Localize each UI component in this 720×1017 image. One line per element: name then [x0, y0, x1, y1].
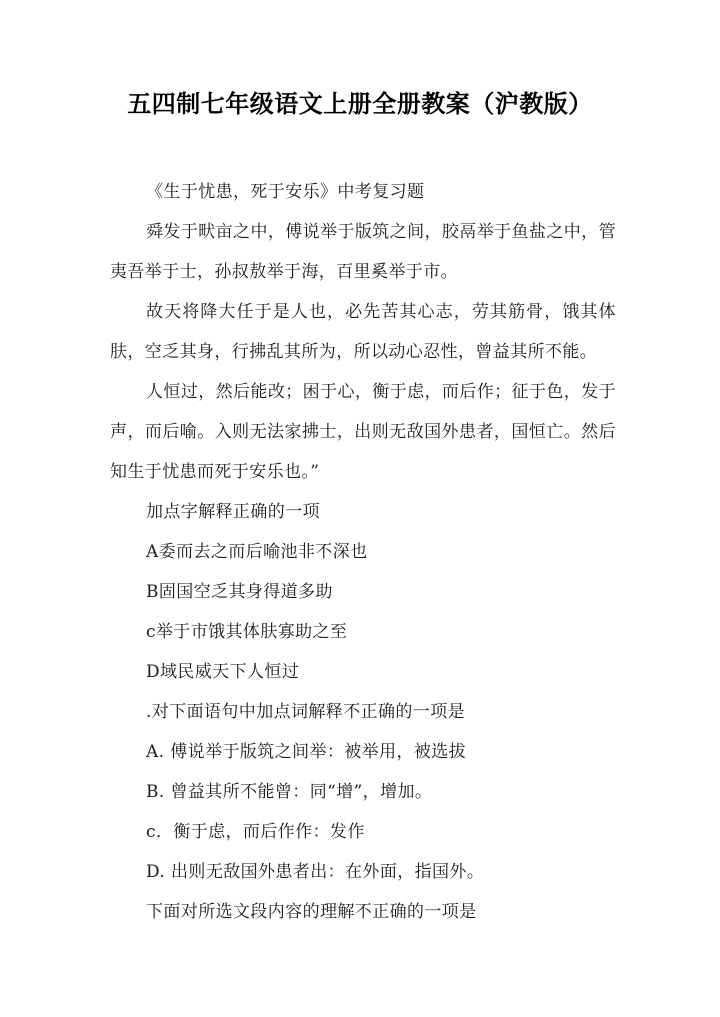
paragraph: 故天将降大任于是人也，必先苦其心志，劳其筋骨，饿其体肤，空乏其身，行拂乱其所为，所以动心忍性，曾益其所不能。 — [110, 302, 616, 362]
paragraph: .对下面语句中加点词解释不正确的一项是 — [146, 702, 466, 722]
paragraph: 人恒过，然后能改；困于心，衡于虑，而后作；征于色，发于声，而后喻。入则无法家拂士，出则无敌国外患者，国恒亡。然后知生于忧患而死于安乐也。” — [110, 382, 616, 482]
document-body — [110, 172, 616, 932]
paragraph: D. 出则无敌国外患者出：在外面，指国外。 — [146, 862, 485, 882]
paragraph: c．衡于虑，而后作作：发作 — [146, 822, 365, 842]
paragraph: c举于市饿其体肤寡助之至 — [146, 622, 348, 642]
paragraph: B. 曾益其所不能曾：同“增”，增加。 — [146, 782, 433, 802]
page-title: 五四制七年级语文上册全册教案（沪教版） — [127, 90, 593, 118]
paragraph: 加点字解释正确的一项 — [146, 502, 320, 522]
paragraph: A委而去之而后喻池非不深也 — [146, 542, 368, 562]
paragraph: 《生于忧患，死于安乐》中考复习题 — [146, 182, 425, 202]
paragraph: A. 傅说举于版筑之间举：被举用，被选拔 — [146, 742, 467, 762]
paragraph: 下面对所选文段内容的理解不正确的一项是 — [146, 902, 477, 922]
paragraph: D域民威天下人恒过 — [146, 662, 300, 682]
paragraph: B固国空乏其身得道多助 — [146, 582, 333, 602]
paragraph: 舜发于畎亩之中，傅说举于版筑之间，胶鬲举于鱼盐之中，管夷吾举于士，孙叔敖举于海，百里奚举于市。 — [110, 222, 616, 282]
